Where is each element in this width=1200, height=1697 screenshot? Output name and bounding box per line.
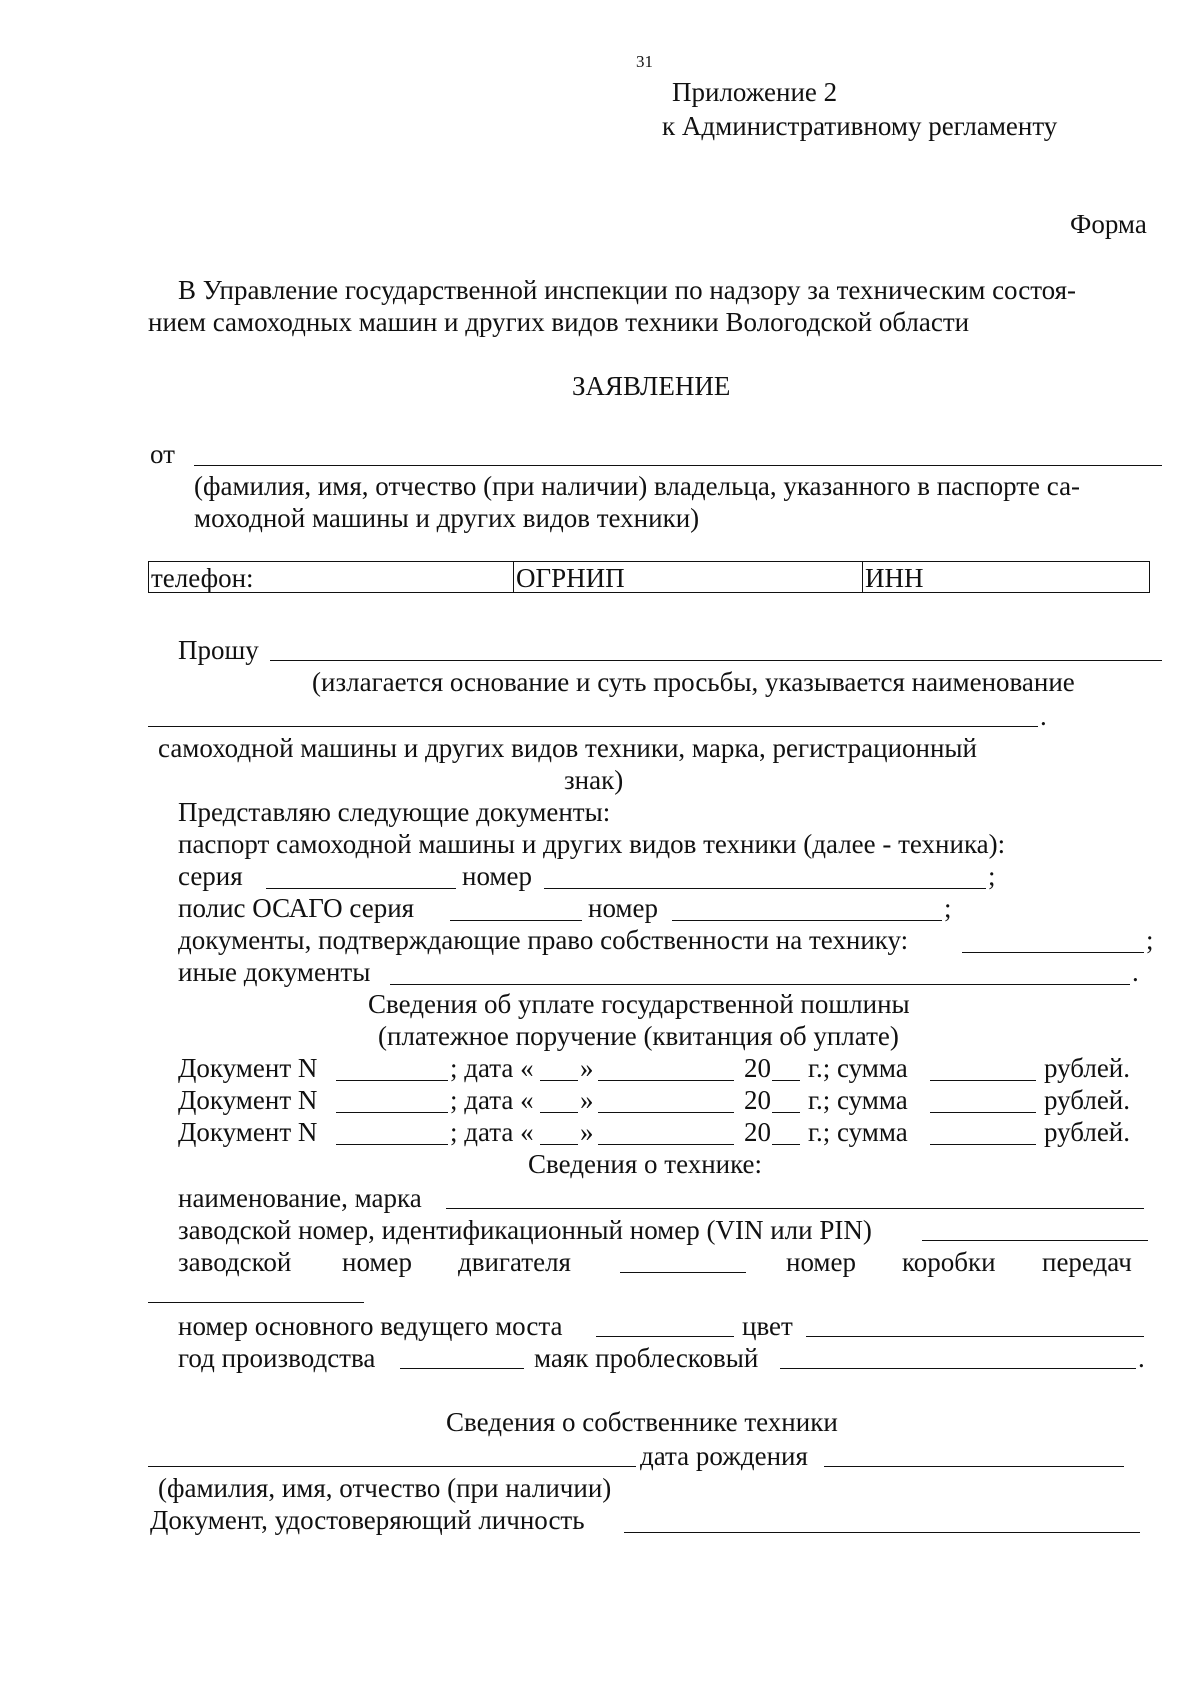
- other-documents-period: .: [1132, 957, 1139, 987]
- fee-year-suffix: г.; сумма: [808, 1085, 908, 1115]
- other-documents-label: иные документы: [178, 957, 371, 987]
- documents-intro: Представляю следующие документы:: [178, 797, 611, 827]
- phone-cell[interactable]: [149, 562, 514, 593]
- fee-doc-label: Документ N: [178, 1085, 318, 1115]
- osago-number-line[interactable]: [672, 920, 942, 921]
- fee-rubles: рублей.: [1044, 1117, 1131, 1147]
- vehicle-name-line[interactable]: [446, 1208, 1144, 1209]
- contact-table: [148, 561, 1150, 593]
- passport-label: паспорт самоходной машины и других видов техники (далее - техника):: [178, 829, 1006, 859]
- request-hint-line2: самоходной машины и других видов техники, марка, регистрационный: [158, 733, 978, 763]
- beacon-period: .: [1138, 1343, 1145, 1373]
- fee-date-close: »: [580, 1085, 594, 1115]
- request-period: .: [1040, 701, 1047, 731]
- fee-doc-number-line[interactable]: [336, 1080, 448, 1081]
- owner-heading: Сведения о собственнике техники: [446, 1407, 838, 1437]
- fee-day-line[interactable]: [540, 1080, 578, 1081]
- fee-date-close: »: [580, 1117, 594, 1147]
- page-title: ЗАЯВЛЕНИЕ: [572, 371, 731, 401]
- fee-sum-line[interactable]: [930, 1080, 1036, 1081]
- fee-month-line[interactable]: [598, 1112, 734, 1113]
- request-hint-line3: знак): [564, 765, 624, 795]
- request-label: Прошу: [178, 635, 259, 665]
- axle-line[interactable]: [596, 1336, 734, 1337]
- birth-date-label: дата рождения: [640, 1441, 808, 1471]
- fee-year-prefix: 20: [744, 1117, 771, 1147]
- appendix-line1: Приложение 2: [672, 77, 838, 107]
- gearbox-word-3: передач: [1042, 1247, 1132, 1277]
- from-hint-line1: (фамилия, имя, отчество (при наличии) владельца, указанного в паспорте са-: [194, 471, 1081, 501]
- fee-date-label: ; дата «: [450, 1053, 534, 1083]
- fee-year-prefix: 20: [744, 1085, 771, 1115]
- vehicle-vin-line[interactable]: [922, 1240, 1148, 1241]
- id-document-label: Документ, удостоверяющий личность: [150, 1505, 585, 1535]
- ogrnip-cell[interactable]: [514, 562, 863, 593]
- request-hint-line1: (излагается основание и суть просьбы, указывается наименование: [312, 667, 1075, 697]
- fee-day-line[interactable]: [540, 1144, 578, 1145]
- vehicle-vin-label: заводской номер, идентификационный номер (VIN или PIN): [178, 1215, 872, 1245]
- fee-date-label: ; дата «: [450, 1085, 534, 1115]
- fee-date-close: »: [580, 1053, 594, 1083]
- ownership-line[interactable]: [962, 952, 1144, 953]
- vehicle-name-label: наименование, марка: [178, 1183, 422, 1213]
- osago-semicolon: ;: [944, 893, 952, 923]
- fee-year-suffix: г.; сумма: [808, 1053, 908, 1083]
- color-label: цвет: [742, 1311, 793, 1341]
- birth-date-line[interactable]: [824, 1466, 1124, 1467]
- other-documents-line[interactable]: [390, 984, 1130, 985]
- from-hint-line2: моходной машины и других видов техники): [194, 503, 700, 533]
- fee-doc-number-line[interactable]: [336, 1144, 448, 1145]
- addressee-line1: В Управление государственной инспекции по надзору за техническим состоя-: [178, 275, 1077, 305]
- fee-doc-label: Документ N: [178, 1053, 318, 1083]
- fee-date-label: ; дата «: [450, 1117, 534, 1147]
- fee-heading2: (платежное поручение (квитанция об уплате): [378, 1021, 899, 1051]
- osago-number-label: номер: [588, 893, 659, 923]
- fee-year-line[interactable]: [772, 1144, 800, 1145]
- fee-year-line[interactable]: [772, 1080, 800, 1081]
- fee-rubles: рублей.: [1044, 1085, 1131, 1115]
- gearbox-word-1: номер: [786, 1247, 857, 1277]
- request-line[interactable]: [270, 660, 1162, 661]
- engine-word-3: двигателя: [458, 1247, 571, 1277]
- ogrnip-label: ОГРНИП: [516, 563, 625, 593]
- fee-rubles: рублей.: [1044, 1053, 1131, 1083]
- appendix-line2: к Административному регламенту: [662, 111, 1058, 141]
- color-line[interactable]: [806, 1336, 1144, 1337]
- owner-name-hint: (фамилия, имя, отчество (при наличии): [158, 1473, 612, 1503]
- fee-year-prefix: 20: [744, 1053, 771, 1083]
- engine-word-1: заводской: [178, 1247, 292, 1277]
- addressee-line2: нием самоходных машин и других видов техники Вологодской области: [148, 307, 970, 337]
- from-label: от: [150, 439, 175, 469]
- gearbox-word-2: коробки: [902, 1247, 996, 1277]
- fee-sum-line[interactable]: [930, 1112, 1036, 1113]
- page-number: 31: [636, 52, 653, 71]
- year-line[interactable]: [400, 1368, 524, 1369]
- fee-doc-number-line[interactable]: [336, 1112, 448, 1113]
- number-label: номер: [462, 861, 533, 891]
- year-label: год производства: [178, 1343, 376, 1373]
- owner-name-line[interactable]: [148, 1466, 636, 1467]
- beacon-line[interactable]: [780, 1368, 1136, 1369]
- phone-label: телефон:: [151, 563, 254, 593]
- osago-series-line[interactable]: [450, 920, 582, 921]
- ownership-label: документы, подтверждающие право собственности на технику:: [178, 925, 909, 955]
- fee-year-line[interactable]: [772, 1112, 800, 1113]
- fee-sum-line[interactable]: [930, 1144, 1036, 1145]
- engine-word-2: номер: [342, 1247, 413, 1277]
- fee-month-line[interactable]: [598, 1080, 734, 1081]
- series-label: серия: [178, 861, 243, 891]
- id-document-line[interactable]: [624, 1532, 1140, 1533]
- fee-month-line[interactable]: [598, 1144, 734, 1145]
- number-semicolon: ;: [988, 861, 996, 891]
- axle-label: номер основного ведущего моста: [178, 1311, 563, 1341]
- number-line[interactable]: [544, 888, 986, 889]
- vehicle-heading: Сведения о технике:: [528, 1149, 763, 1179]
- from-name-line[interactable]: [194, 465, 1162, 466]
- request-line-2[interactable]: [148, 726, 1038, 727]
- gearbox-number-line[interactable]: [148, 1302, 364, 1303]
- engine-number-line[interactable]: [620, 1272, 746, 1273]
- fee-day-line[interactable]: [540, 1112, 578, 1113]
- fee-heading1: Сведения об уплате государственной пошлины: [368, 989, 910, 1019]
- osago-series-label: полис ОСАГО серия: [178, 893, 415, 923]
- fee-year-suffix: г.; сумма: [808, 1117, 908, 1147]
- series-line[interactable]: [266, 888, 456, 889]
- fee-doc-label: Документ N: [178, 1117, 318, 1147]
- inn-label: ИНН: [865, 563, 924, 593]
- ownership-semicolon: ;: [1146, 925, 1154, 955]
- form-label: Форма: [1070, 209, 1147, 239]
- beacon-label: маяк проблесковый: [534, 1343, 759, 1373]
- inn-cell[interactable]: [863, 562, 1150, 593]
